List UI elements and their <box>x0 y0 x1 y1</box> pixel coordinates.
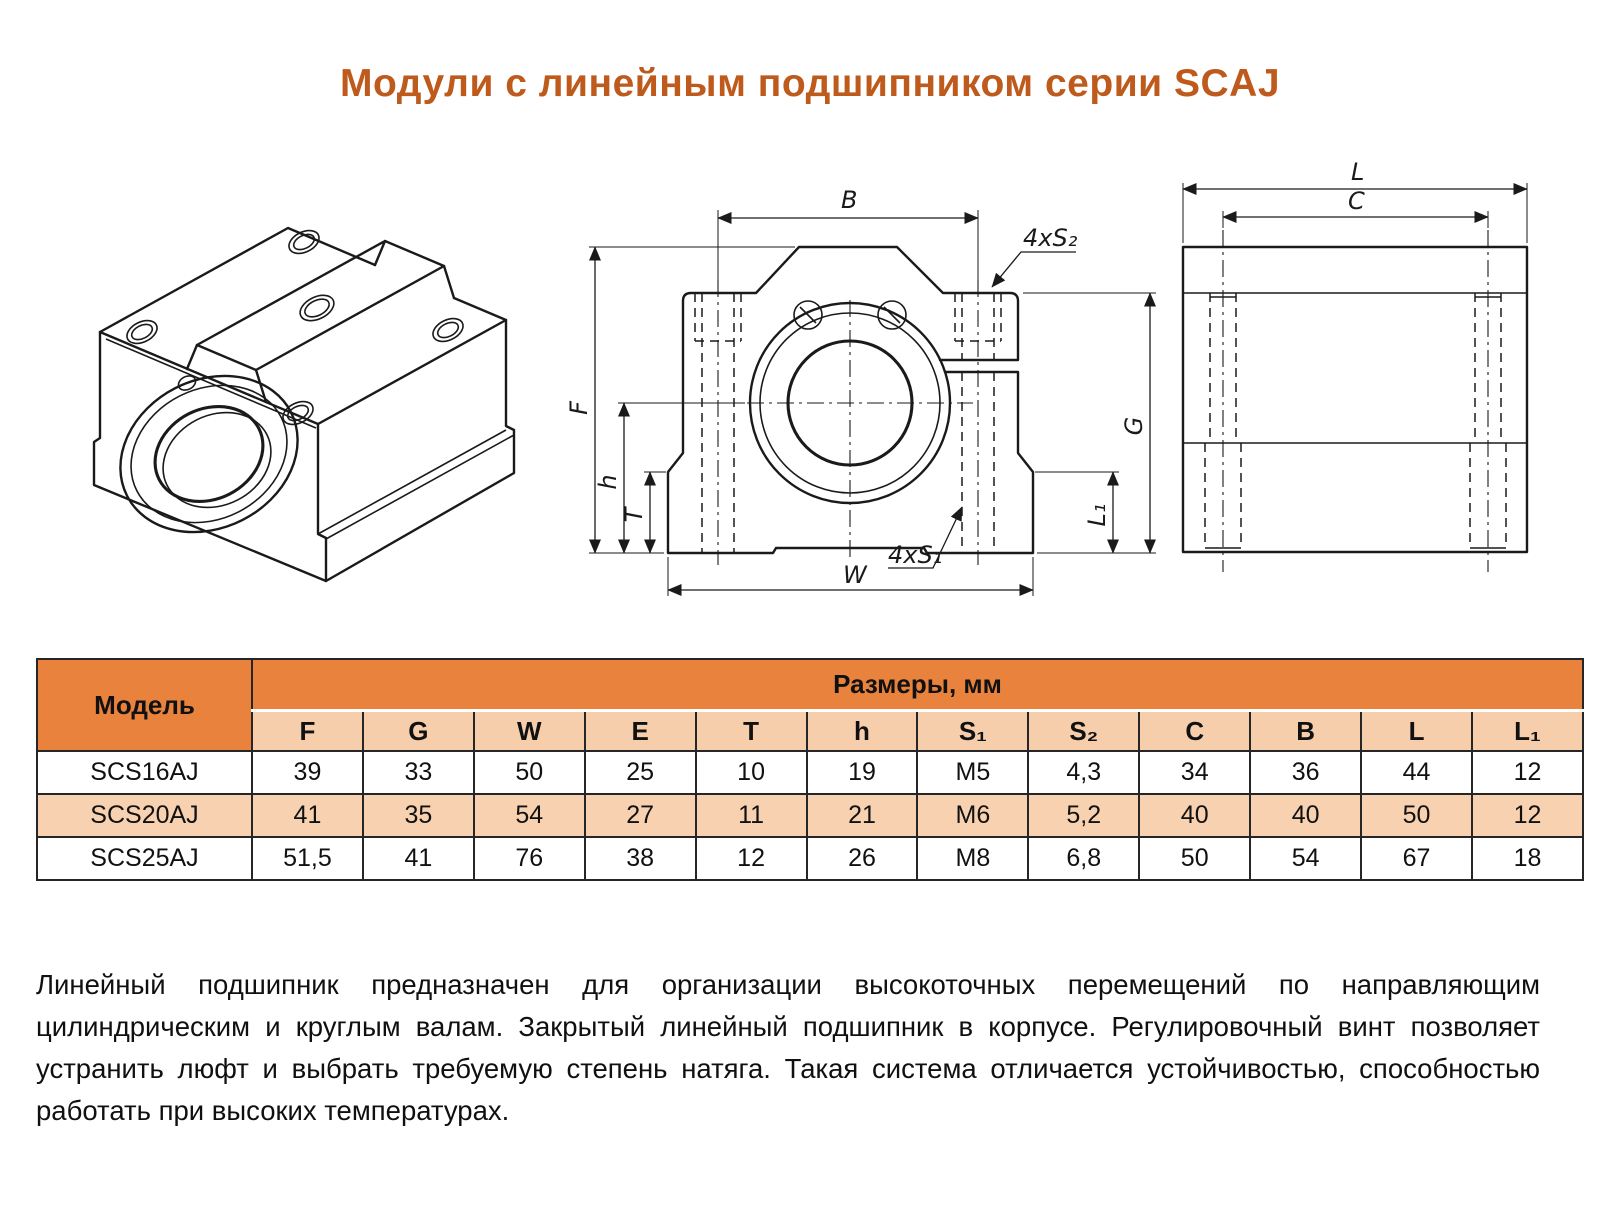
value-cell-T: 12 <box>696 837 807 880</box>
value-cell-B: 40 <box>1250 794 1361 837</box>
dim-c-label: C <box>1348 187 1365 215</box>
value-cell-L: 67 <box>1361 837 1472 880</box>
value-cell-W: 50 <box>474 751 585 794</box>
value-cell-E: 38 <box>585 837 696 880</box>
dim-h <box>594 403 745 553</box>
isometric-view-svg <box>70 182 550 624</box>
col-header-7: S₂ <box>1028 711 1139 752</box>
value-cell-T: 11 <box>696 794 807 837</box>
value-cell-S₂: 6,8 <box>1028 837 1139 880</box>
table-row-SCS25AJ <box>37 837 1583 880</box>
value-cell-L: 50 <box>1361 794 1472 837</box>
model-cell: SCS25AJ <box>37 837 252 880</box>
dim-c <box>1223 187 1488 228</box>
value-cell-h: 21 <box>807 794 918 837</box>
value-cell-L₁: 12 <box>1472 751 1583 794</box>
front-centerlines <box>627 300 973 560</box>
dim-l1-label: L₁ <box>1083 503 1111 527</box>
col-header-9: B <box>1250 711 1361 752</box>
col-header-5: h <box>807 711 918 752</box>
value-cell-C: 34 <box>1139 751 1250 794</box>
model-cell: SCS16AJ <box>37 751 252 794</box>
side-view-svg <box>1165 160 1595 590</box>
value-cell-L: 44 <box>1361 751 1472 794</box>
dim-g-label: G <box>1120 416 1148 436</box>
side-bolt-holes <box>1205 230 1506 572</box>
value-cell-F: 39 <box>252 751 363 794</box>
value-cell-W: 76 <box>474 837 585 880</box>
dim-t-label: T <box>620 507 648 523</box>
dim-b-label: B <box>841 186 858 214</box>
front-view-svg <box>555 160 1175 630</box>
value-cell-T: 10 <box>696 751 807 794</box>
callout-s2 <box>992 224 1078 287</box>
value-cell-B: 36 <box>1250 751 1361 794</box>
col-header-0: F <box>252 711 363 752</box>
col-header-11: L₁ <box>1472 711 1583 752</box>
dim-l1 <box>1035 472 1119 553</box>
value-cell-G: 35 <box>363 794 474 837</box>
value-cell-G: 33 <box>363 751 474 794</box>
value-cell-S₁: M5 <box>917 751 1028 794</box>
dimensions-table-wrap <box>36 658 1584 881</box>
page-title: Модули с линейным подшипником серии SCAJ <box>339 62 1281 105</box>
dim-b <box>718 186 978 290</box>
col-header-10: L <box>1361 711 1472 752</box>
model-column-header: Модель <box>37 659 252 751</box>
value-cell-S₁: M6 <box>917 794 1028 837</box>
dim-w-label: W <box>843 561 867 589</box>
value-cell-B: 54 <box>1250 837 1361 880</box>
value-cell-F: 51,5 <box>252 837 363 880</box>
dim-f-label: F <box>565 401 593 415</box>
col-header-1: G <box>363 711 474 752</box>
col-header-6: S₁ <box>917 711 1028 752</box>
dim-h-label: h <box>594 474 622 490</box>
table-row-SCS16AJ <box>37 751 1583 794</box>
value-cell-h: 19 <box>807 751 918 794</box>
dim-l-label: L <box>1351 160 1365 186</box>
callout-s2-label: 4xS₂ <box>1023 224 1078 252</box>
value-cell-L₁: 18 <box>1472 837 1583 880</box>
value-cell-C: 50 <box>1139 837 1250 880</box>
callout-s1-label: 4xS₁ <box>888 541 943 569</box>
col-header-3: E <box>585 711 696 752</box>
isometric-view-drawing <box>70 182 550 624</box>
dim-t <box>620 472 666 553</box>
value-cell-h: 26 <box>807 837 918 880</box>
value-cell-S₂: 5,2 <box>1028 794 1139 837</box>
value-cell-F: 41 <box>252 794 363 837</box>
value-cell-S₂: 4,3 <box>1028 751 1139 794</box>
value-cell-C: 40 <box>1139 794 1250 837</box>
value-cell-G: 41 <box>363 837 474 880</box>
iso-block-body <box>93 226 514 581</box>
dimensions-table <box>36 658 1584 881</box>
front-view-drawing <box>555 160 1175 630</box>
value-cell-E: 25 <box>585 751 696 794</box>
col-header-4: T <box>696 711 807 752</box>
description-paragraph: Линейный подшипник предназначен для организации высокоточных перемещений по направляющим цилиндрическим и круглым валам. Закрытый линейный подшипник в корпусе. Регулировочный винт позволяет устранить люфт и выбрать требуемую степень натяга. Такая система отличается устойчивостью, способностью работать при высоких температурах. <box>36 968 1540 1126</box>
side-view-drawing <box>1165 160 1595 590</box>
model-cell: SCS20AJ <box>37 794 252 837</box>
callout-s1 <box>888 507 962 569</box>
table-row-SCS20AJ <box>37 794 1583 837</box>
value-cell-W: 54 <box>474 794 585 837</box>
col-header-2: W <box>474 711 585 752</box>
group-header: Размеры, мм <box>252 659 1583 711</box>
value-cell-E: 27 <box>585 794 696 837</box>
value-cell-S₁: M8 <box>917 837 1028 880</box>
value-cell-L₁: 12 <box>1472 794 1583 837</box>
col-header-8: C <box>1139 711 1250 752</box>
